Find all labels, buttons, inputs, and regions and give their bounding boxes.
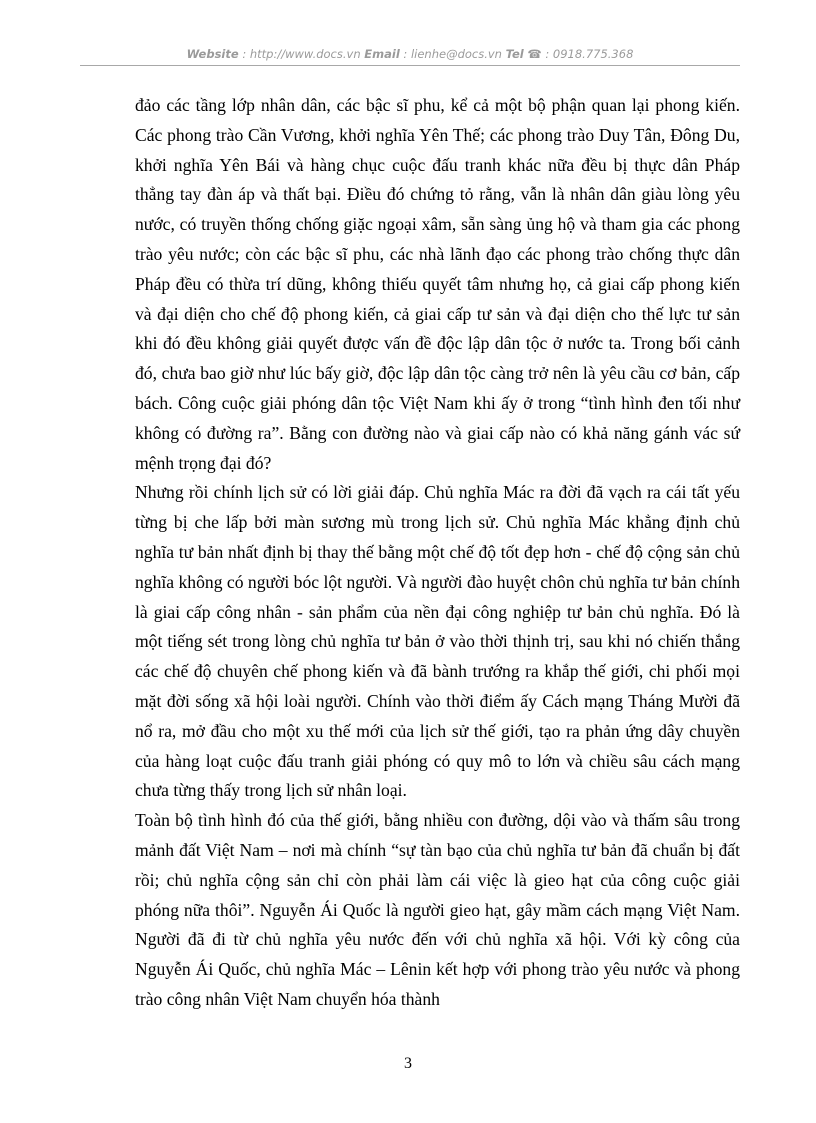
page-number: 3 <box>404 1055 412 1072</box>
email-label: Email <box>364 47 400 61</box>
header-divider <box>80 65 740 66</box>
tel-label: Tel <box>505 47 524 61</box>
paragraph: Toàn bộ tình hình đó của thế giới, bằng nhiều con đường, dội vào và thấm sâu trong mảnh đất Việt Nam – nơi mà chính “sự tàn bạo của chủ nghĩa tư bản đã chuẩn bị đất rồi; chủ nghĩa cộng sản chỉ còn phải làm cái việc là gieo hạt của công cuộc giải phóng nữa thôi”. Nguyễn Ái Quốc là người gieo hạt, gây mầm cách mạng Việt Nam. Người đã đi từ chủ nghĩa yêu nước đến với chủ nghĩa xã hội. Với kỳ công của Nguyễn Ái Quốc, chủ nghĩa Mác – Lênin kết hợp với phong trào yêu nước và phong trào công nhân Việt Nam chuyển hóa thành <box>135 810 740 1009</box>
page-header <box>80 47 740 61</box>
paragraph: Nhưng rồi chính lịch sử có lời giải đáp. Chủ nghĩa Mác ra đời đã vạch ra cái tất yếu từng bị che lấp bởi màn sương mù trong lịch sử. Chủ nghĩa Mác khẳng định chủ nghĩa tư bản nhất định bị thay thế bằng một chế độ tốt đẹp hơn - chế độ cộng sản chủ nghĩa không có người bóc lột người. Và người đào huyệt chôn chủ nghĩa tư bản chính là giai cấp công nhân - sản phẩm của nền đại công nghiệp tư bản chủ nghĩa. Đó là một tiếng sét trong lòng chủ nghĩa tư bản ở vào thời thịnh trị, sau khi nó chiến thắng các chế độ chuyên chế phong kiến và đã bành trướng ra khắp thế giới, chi phối mọi mặt đời sống xã hội loài người. Chính vào thời điểm ấy Cách mạng Tháng Mười đã nổ ra, mở đầu cho một xu thế mới của lịch sử thế giới, tạo ra phản ứng dây chuyền của hàng loạt cuộc đấu tranh giải phóng có quy mô to lớn và chiều sâu cách mạng chưa từng thấy trong lịch sử nhân loại. <box>135 482 740 801</box>
document-body <box>135 91 740 1015</box>
website-url: : http://www.docs.vn <box>238 47 365 61</box>
paragraph: đảo các tầng lớp nhân dân, các bậc sĩ phu, kể cả một bộ phận quan lại phong kiến. Các phong trào Cần Vương, khởi nghĩa Yên Thế; các phong trào Duy Tân, Đông Du, khởi nghĩa Yên Bái và hàng chục cuộc đấu tranh khác nữa đều bị thực dân Pháp thẳng tay đàn áp và thất bại. Điều đó chứng tỏ rằng, vẫn là nhân dân giàu lòng yêu nước, có truyền thống chống giặc ngoại xâm, sẵn sàng ủng hộ và tham gia các phong trào yêu nước; còn các bậc sĩ phu, các nhà lãnh đạo các phong trào chống thực dân Pháp đều có thừa trí dũng, không thiếu quyết tâm nhưng họ, cả giai cấp phong kiến và đại diện cho chế độ phong kiến, cả giai cấp tư sản và đại diện cho thế lực tư sản khi đó đều không giải quyết được vấn đề độc lập dân tộc ở nước ta. Trong bối cảnh đó, chưa bao giờ như lúc bấy giờ, độc lập dân tộc càng trở nên là yêu cầu cơ bản, cấp bách. Công cuộc giải phóng dân tộc Việt Nam khi ấy ở trong “tình hình đen tối như không có đường ra”. Bằng con đường nào và giai cấp nào có khả năng gánh vác sứ mệnh trọng đại đó? <box>135 95 740 473</box>
email-address: : lienhe@docs.vn <box>399 47 506 61</box>
telephone-icon: ☎ <box>527 47 542 61</box>
tel-number: : 0918.775.368 <box>541 47 634 61</box>
website-label: Website <box>186 47 239 61</box>
